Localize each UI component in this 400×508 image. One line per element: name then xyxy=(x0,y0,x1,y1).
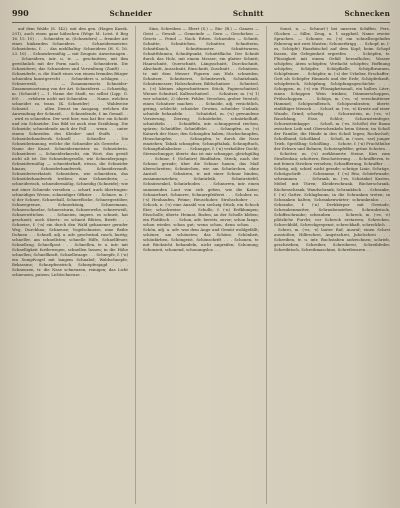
column-divider xyxy=(135,26,136,504)
left-column-text: auf dem Walde (S. 142). mit den gen. (Hagen Kaesk. 201), auch einen ganz hübschen (Wöge M. Leist. 8 Beg 16. 15. 10) . . . Schneider, m. (Schneiders) — fremder Art eines hinkenden Schneiders. . . Schneidermeister. Schneiderin, f. . . das mehlhaltig- Schneidern (H. S. 16. 23. 16) . . Schneidermäßig — mit Zeugnis: Anweisungen . . . Schneidern, intr. u. tr. — geschnitten; mit ihm gewöhnlich mit der Form nach . . . Schneiderin. Die Schneiderei, das Schneidern und Verwaltung (Zunft) . . . Schneiderle, n. die Stadt eines von einem fremden Bürger schneiden kunstgerecht . . . Schneiders u. schlagen . . . Schneeweiß, . . . — Zusammensetz. Schneider-Zusammensetzung von der Art. Schneiderei. — Schneidig, m. (Schneid-) — 1. Name der Stadt, wo selbst (Lipp. G. 69) . . . erfahren nicht mit Schneiden . . . Name, welchen schneidet zu, trans. (K. Schneider) . . . Wahlweise Schneid. . . . allen Dienst im Ausgang, welchen die Anwendung der Schneid, . . . Schneidende, f. im Gemaß . . . wird es schneiden. Der weit hier, was hat Ber. ein Schnitt und ein Schneider, Das Bild ist auch eine Erzählung. Die Schneide; schneidende auch der Fall . . . wenn . . . unter einem Schneiden des Kleider- und Stoffs . . . Schneiderhandwerk. Schnell . . . Schneller . . . Die Schneiderinnung, welche die Schneider als Gewerbe . . . Name der Kunst. Schneidermeister, m. Schneiderin. Schneiderei — Schneiderknecht, ein Wort, das gewiß nicht alt ist. Die Schneidergeselle, wie Schneiderjunge. Schneidermäßig — schneiderhaft, etwas, die Schneider hinaus; Schneiderhandwerk, Schneiderzunft, Schneiderwerkstatt. Schneidern, wie schneidern, das Schneiderhandwerk treiben; eine Schneiderin; — schneiderisch, schneidermäßig. Schneidig (Schneide); wie mit einer Schneide versehen — scharf, auch übertragen: schneidiges Wesen, schneidiger Offizier . . . Schnee, m. (-s) der Schnee, Schneeball, Schneeflocke, Schneegestöber, Schneegrenze, Schneekönig, Schneemann, Schneeschmelze, Schneesturm, Schneewehe, schneeweiß, Schneewittchen . . . Schneien, impers. es schneit, hat geschneit; auch übertr.: es schneit Blüten, Briefe . . . Schneise, f. (-n) ein durch den Wald gehauener gerader Weg, Durchhau; Schneuse; Vogelschneise, eine Reihe Dohnen . . . Schnell, adj. u. adv. geschwind, rasch, hurtig; schneller, am schnellsten; schnelle Hilfe, Schnellfeuer, Schnellzug, Schnellpost . . . Schnellen, tr. u. intr. mit Schnelligkeit fortbewegen, schnellen lassen; in die Höhe schnellen; Schnellkraft, Schnellwaage . . . Schnepfe, f. (-n) ein Sumpfvogel mit langem Schnabel; Waldschnepfe, Bekassine; Schnepfenstrich, Schnepfenjagd . . . Schneuzen, tr. die Nase schneuzen, reinigen; das Licht schneuzen, putzen; Lichtschneuze . . . xyxy=(12,26,128,277)
column-divider xyxy=(266,26,267,504)
center-column xyxy=(143,26,259,504)
page-number: 990 xyxy=(12,8,29,18)
center-column-text: Sinn, Schreiben — Ebert (S.) — Ein- (B.) — Ganzes — Geist — Gewalt — Gemeinde — Gern — Geschehen — Gesetz — Feind — Nach. Erben. Schneiden — Schnitt, Schnitte, Schnittchen, Schnitter, Schnitterin, Schnittlauch, Schnittmuster, Schnittwaren, Schnittblumen, Schnittpunkt, Schnittfläche. Der Schnitt durch das Holz, mit einem Messer; ein glatter Schnitt; Haarschnitt, Querschnitt, Längsschnitt, Durchschnitt, Abschnitt, Ausschnitt, Einschnitt, Zuschnitt . . . Schnitzen, tr. mit dem Messer Figuren aus Holz schneiden; Schnitzer, Schnitzerei, Schnitzwerk, Schnitzbank, Schnitzmesser; Holzschnitzer, Bildschnitzer . . . Schnitzel, n. (-s) kleines abgeschnittenes Stück; Papierschnitzel; Wiener Schnitzel, Kalbsschnitzel . . . Schnitzer, m. (-s) 1) wer schnitzt; 2) übertr. Fehler, Versehen, grober Verstoß; einen Schnitzer machen . . . Schnöde, adj. verächtlich, gering, schlecht; schnöder Gewinn, schnöder Undank; schnöde behandeln . . . Schnörkel, m. (-s) gewundene Verzierung, Zierzug; Schnörkelei, schnörkelhaft, schnörkeln . . . Schnüffeln, intr. schnuppernd riechen, spüren; Schnüffler, Schnüffelei . . . Schnupfen, m. (-s) Katarrh der Nase; den Schnupfen haben; Stockschnupfen, Heuschnupfen . . . Schnupfen, tr. durch die Nase einziehen; Tabak schnupfen; Schnupftabak, Schnupftuch, Schnupftabaksdose . . . Schnuppe, f. (-n) verkohlter Docht; Sternschnuppe; übertr. das ist mir schnuppe, gleichgültig . . . Schnur, f. (Schnüre) Bindfaden, Strick; nach der Schnur, gerade; über die Schnur hauen, das Maß überschreiten; Schnürchen, wie am Schnürchen, ohne Anstoß . . . Schnüren, tr. mit einer Schnur binden, zusammenziehen; Schnürleib, Schnürstiefel, Schnürsenkel, Schnürboden . . . Schnurren, intr. einen summenden Laut von sich geben, wie die Katze; Schnurrbart, Schnurre, Schnurrpfeiferei . . . Schober, m. (-s) Heuhaufen, Feime; Heuschober, Strohschober . . . Schock, n. (-s) eine Anzahl von sechzig Stück; ein Schock Eier; schockweise . . . Scholle, f. (-n) Erdklumpen; Eisscholle; übertr. Heimat, Boden; an der Scholle kleben; ein Plattfisch . . . Schon, adv. bereits, zuvor; schon lange, schon wieder, schon gut; wenn schon, denn schon . . . Schön, adj. u. adv. was dem Auge und Gemüt wohlgefällt; schöner, am schönsten; das Schöne, Schönheit, schönfärben, Schöngeist, Schönschrift . . . Schonen, tr. mit Rücksicht behandeln, nicht angreifen; Schonung, Schonzeit, schonend, schonungslos . . . xyxy=(143,26,259,252)
right-column-text: Sonst, n. — Schnur(-) bei unseren Schiffen. Pers. Glocken — Silbe, Zeug, u. 1 sappheil, Name zweier Sprachen. — Schoner, m. (-s) ein schnellsegelndes Fahrzeug mit zwei Masten; Schonerbrigg . . . Schopf, m. (-es, Schöpfe) Haarbüschel auf dem Kopf; beim Schopf fassen, die Gelegenheit ergreifen . . . Schöpfen, tr. Flüssigkeit mit einem Gefäß heraufholen; Wasser schöpfen; Atem schöpfen; Verdacht schöpfen; Hoffnung schöpfen; Schöpfer, Schöpfkelle, Schöpfbrunnen, Schöpfeimer . . . Schöpfer, m. (-s) der Urheber, Erschaffer; Gott als Schöpfer Himmels und der Erde; Schöpferkraft, schöpferisch, Schöpfung, Schöpfungsgeschichte . . . Schoppen, m. (-s) ein Flüssigkeitsmaß, ein halbes Liter; einen Schoppen Wein trinken; Dämmerschoppen, Frühschoppen . . . Schöps, m. (-es, -e) verschnittener Hammel; Schöpsenfleisch, Schöpsenbraten; übertr. einfältiger Mensch . . . Schorf, m. (-es, -e) Kruste auf einer Wunde, Grind; schorfig . . . Schornstein, m. (-es, -e) Rauchfang, Esse, Schlot; Schornsteinfeger, Schornsteinkappe . . . Schoß, m. (-es, Schöße) der Raum zwischen Leib und Oberschenkeln beim Sitzen; im Schoß der Familie; die Hände in den Schoß legen; Rockschoß; Schoßhund, Schoßkind . . . Schoß, m. (-sses, -sse) junger Trieb, Sprößling; Schößling . . . Schote, f. (-n) Fruchthülse der Erbsen und Bohnen; Schotenpfeffer; grüne Schoten . . . Schotter, m. (-s) zerkleinerte Steine, Kies zum Straßenbau; schottern, Beschotterung . . . Schraffieren, tr. mit feinen Strichen versehen; Schraffierung, Schraffur . . . Schräg, adj. schief, nicht gerade; schräge Linie, Schräge, Schrägschrift . . . Schramme, f. (-n) Ritz, Schürfwunde; schrammen . . . Schrank, m. (-es, Schränke) Kasten, Möbel mit Türen; Kleiderschrank, Bücherschrank, Küchenschrank, Wandschrank; Schrankfach . . . Schranke, f. (-n) Gatter, Schlagbaum; in die Schranken treten; in Schranken halten; Schrankenwärter; schrankenlos . . . Schraube, f. (-n) Drehkörper mit Gewinde; Schraubenmutter, Schraubenzieher, Schraubstock, Schiffsschraube; schrauben . . . Schreck, m. (-es, -e) plötzliche Furcht; vor Schreck erstarren; Schrecken, Schreckbild, Schreckgespenst, schreckhaft, schrecklich . . . Schrei, m. (-es, -e) lauter Ruf, Ausruf; einen Schrei ausstoßen; Hilfeschrei, Angstschrei, Jubelschrei . . . Schreiben, tr. u. intr. Buchstaben aufzeichnen; schrieb, geschrieben; Schreiber, Schreiberei, Schreibfeder, Schreibtisch, Schreibmaschine, Schreibwaren . . . xyxy=(274,26,390,252)
center-running-head: Schnitt xyxy=(232,9,264,18)
left-column xyxy=(12,26,128,504)
page-header xyxy=(12,8,390,23)
text-columns xyxy=(12,26,390,504)
right-running-head: Schnecken xyxy=(344,9,390,18)
left-running-head: Schneider xyxy=(109,9,153,18)
right-column xyxy=(274,26,390,504)
